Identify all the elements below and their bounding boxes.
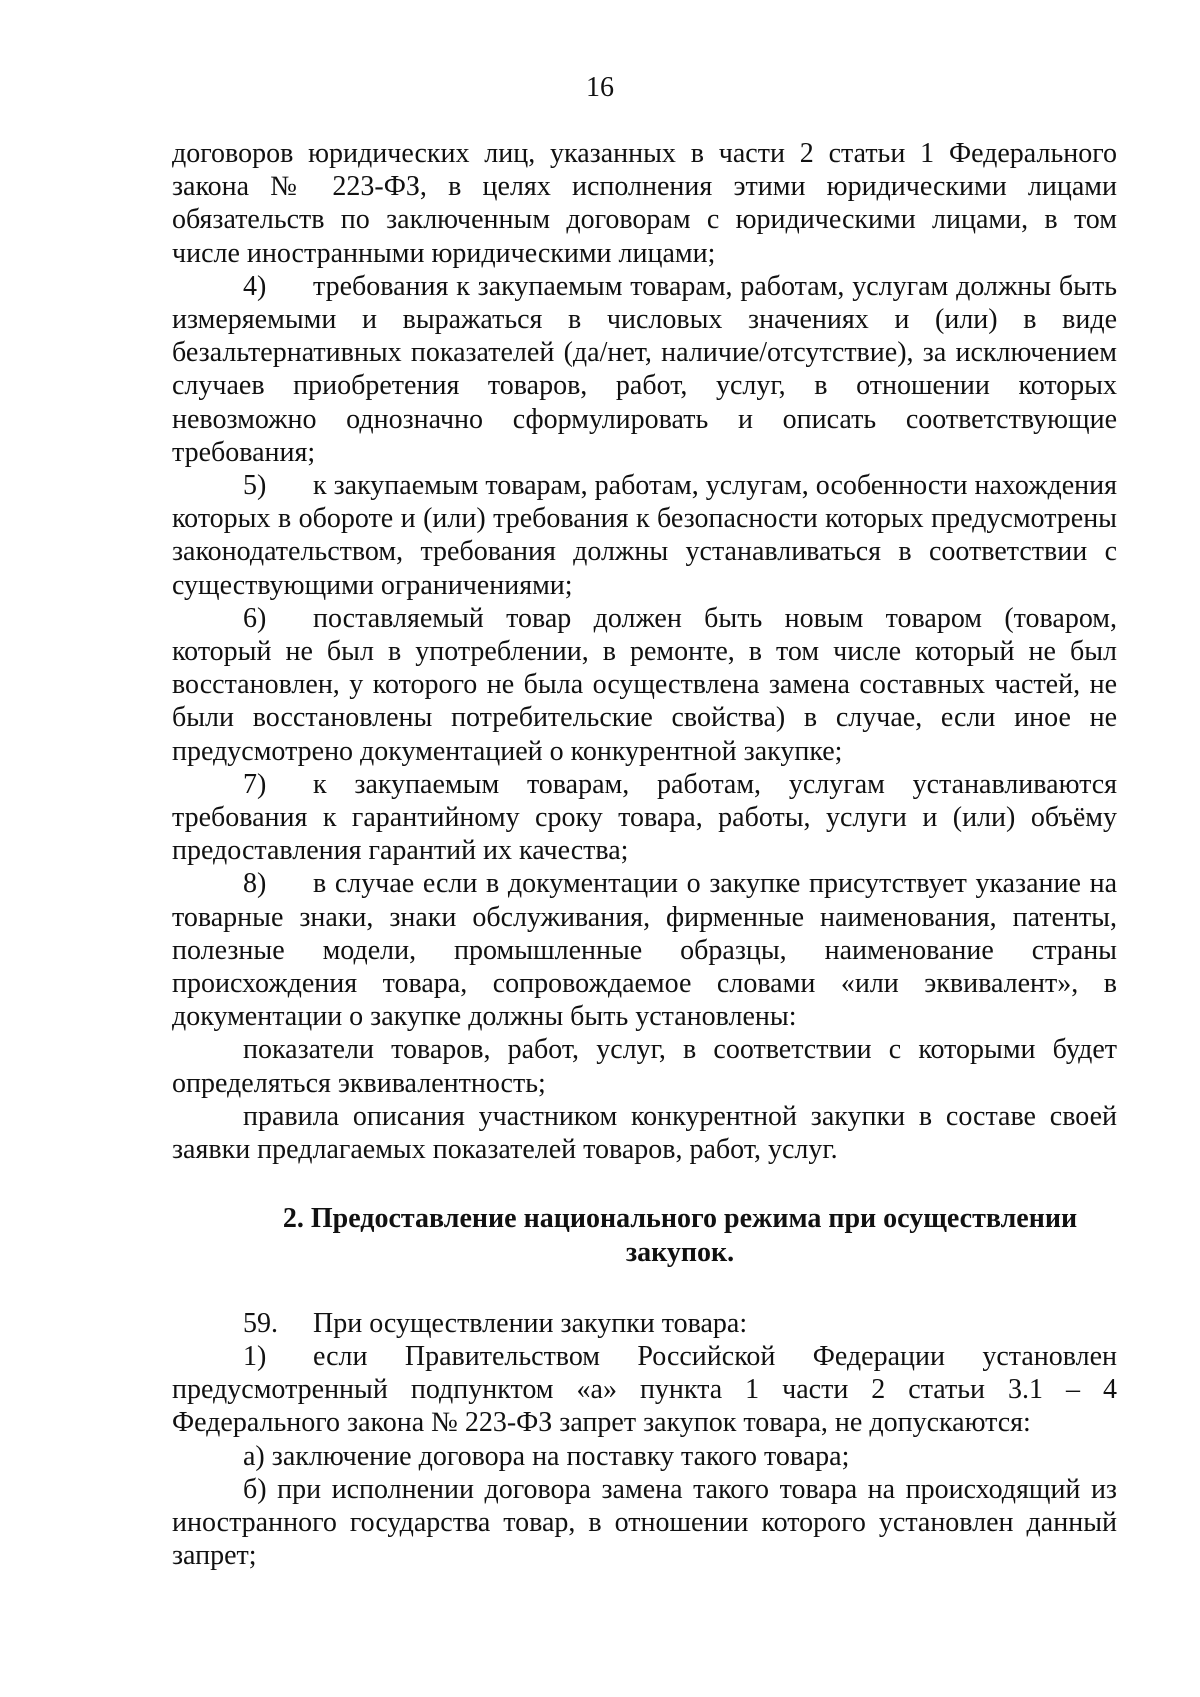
list-item-number: 6) — [243, 602, 267, 634]
list-item-text: к закупаемым товарам, работам, услугам, особенности нахождения которых в обороте и (или) требования к безопасности которых предусмотрены законодательством, требования должны устанавливаться в соответствии с существующими ограничениями; — [172, 470, 1118, 601]
list-item-1 — [172, 1340, 1117, 1440]
list-item-8 — [172, 867, 1117, 1033]
paragraph-text: договоров юридических лиц, указанных в части 2 статьи 1 Федерального закона № 223-ФЗ, в целях исполнения этими юридическими лицами обязательств по заключенным договорам с юридическими лицами, в том числе иностранными юридическими лицами; — [172, 138, 1117, 269]
clause-number: 59. — [243, 1307, 278, 1339]
page-number: 16 — [586, 72, 614, 103]
sub-item-b — [172, 1473, 1117, 1573]
list-item-text: в случае если в документации о закупке присутствует указание на товарные знаки, знаки обслуживания, фирменные наименования, патенты, полезные модели, промышленные образцы, наименование страны происхождения товара, сопровождаемое словами «или эквивалент», в документации о закупке должны быть установлены: — [172, 868, 1117, 1033]
paragraph-text: показатели товаров, работ, услуг, в соответствии с которыми будет определяться эквивалентность; — [172, 1034, 1117, 1099]
list-item-7 — [172, 768, 1117, 868]
list-item-number: 5) — [243, 470, 267, 502]
list-item-number: 4) — [243, 270, 267, 302]
document-body — [172, 137, 1117, 1572]
paragraph-text: правила описания участником конкурентной закупки в составе своей заявки предлагаемых показателей товаров, работ, услуг. — [172, 1100, 1117, 1166]
paragraph-indicators — [172, 1033, 1117, 1099]
sub-item-a — [172, 1440, 1117, 1473]
clause-59 — [172, 1307, 1117, 1340]
list-item-number: 8) — [243, 868, 267, 900]
list-item-number: 1) — [243, 1340, 267, 1372]
clause-text: При осуществлении закупки товара: — [313, 1307, 748, 1339]
list-item-5 — [172, 469, 1117, 602]
section-heading: 2. Предоставление национального режима при осуществлении закупок. — [282, 1203, 1078, 1268]
list-item-number: 7) — [243, 768, 267, 800]
sub-item-text: а) заключение договора на поставку такого товара; — [243, 1440, 850, 1472]
list-item-text: поставляемый товар должен быть новым товаром (товаром, который не был в употреблении, в ремонте, в том числе который не был восстановлен, у которого не была осуществлена замена составных частей, не были восстановлены потребительские свойства) в случае, если иное не предусмотрено документацией о конкурентной закупке; — [172, 602, 1117, 767]
list-item-text: требования к закупаемым товарам, работам, услугам должны быть измеряемыми и выражаться в числовых значениях и (или) в виде безальтернативных показателей (да/нет, наличие/отсутствие), за исключением случаев приобретения товаров, работ, услуг, в отношении которых невозможно однозначно сформулировать и описать соответствующие требования; — [172, 270, 1117, 468]
list-item-text: к закупаемым товарам, работам, услугам устанавливаются требования к гарантийному сроку товара, работы, услуги и (или) объёму предоставления гарантий их качества; — [172, 768, 1117, 867]
paragraph-description-rules — [172, 1100, 1117, 1166]
list-item-text: если Правительством Российской Федерации установлен предусмотренный подпунктом «а» пункта 1 части 2 статьи 3.1 – 4 Федерального закона № 223-ФЗ запрет закупок товара, не допускаются: — [172, 1340, 1117, 1439]
paragraph-continuation — [172, 137, 1117, 270]
list-item-4 — [172, 270, 1117, 469]
sub-item-text: б) при исполнении договора замена такого товара на происходящий из иностранного государства товар, в отношении которого установлен данный запрет; — [172, 1473, 1117, 1572]
list-item-6 — [172, 602, 1117, 768]
